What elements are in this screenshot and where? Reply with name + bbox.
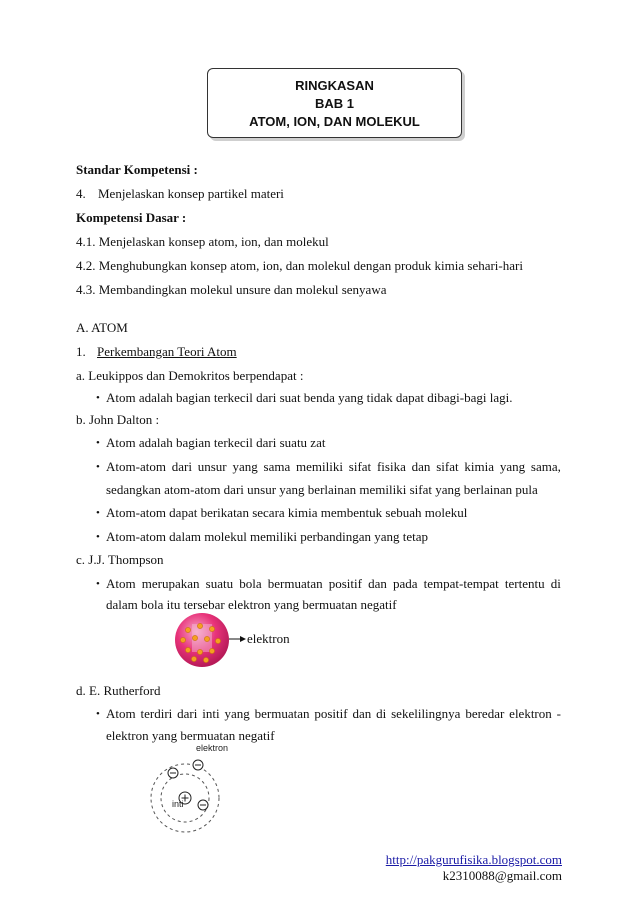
bullet-icon: • (96, 708, 100, 720)
bullet-icon: • (96, 578, 100, 590)
item-c-heading: c. J.J. Thompson (76, 552, 164, 567)
title-box (207, 68, 462, 138)
item-b-heading: b. John Dalton : (76, 412, 160, 427)
dasar-item: 4.2. Menghubungkan konsep atom, ion, dan molekul dengan produk kimia sehari-hari (76, 258, 523, 273)
bullet-icon: • (96, 392, 100, 404)
standar-item-text: Menjelaskan konsep partikel materi (98, 186, 284, 201)
electron-left (168, 768, 178, 778)
rutherford-atom-diagram (138, 748, 248, 834)
rutherford-core-label: inti (172, 799, 184, 809)
title-line-3: ATOM, ION, DAN MOLEKUL (249, 114, 420, 129)
section-a-heading: A. ATOM (76, 320, 128, 335)
item-a-heading: a. Leukippos dan Demokritos berpendapat : (76, 368, 304, 383)
item-d-bullet-line-1: Atom terdiri dari inti yang bermuatan positif dan di sekelilingnya beredar elektron - (106, 706, 561, 721)
item-b-bullet-1: Atom adalah bagian terkecil dari suatu zat (106, 435, 326, 450)
item-b-bullet-3: Atom-atom dapat berikatan secara kimia membentuk sebuah molekul (106, 505, 468, 520)
standar-heading: Standar Kompetensi : (76, 162, 198, 177)
pointer-arrow (240, 636, 246, 642)
footer-url-link[interactable]: http://pakgurufisika.blogspot.com (385, 852, 562, 867)
electron-right (198, 800, 208, 810)
footer-email: k2310088@gmail.com (442, 868, 562, 883)
bullet-icon: • (96, 531, 100, 543)
title-line-2: BAB 1 (314, 96, 354, 111)
subsection-title: Perkembangan Teori Atom (97, 344, 237, 359)
item-d-bullet-line-2: elektron yang bermuatan negatif (106, 728, 275, 743)
item-b-bullet-2-line-1: Atom-atom dari unsur yang sama memiliki sifat fisika dan sifat kimia yang sama, (106, 459, 561, 474)
item-b-bullet-2-line-2: sedangkan atom-atom dari unsur yang berlainan memiliki sifat yang berlainan pula (106, 482, 538, 497)
dasar-heading: Kompetensi Dasar : (76, 210, 187, 225)
bullet-icon: • (96, 437, 100, 449)
subsection-number: 1. (76, 344, 86, 359)
item-a-bullet: Atom adalah bagian terkecil dari suat benda yang tidak dapat dibagi-bagi lagi. (106, 390, 513, 405)
standar-item-number: 4. (76, 186, 86, 201)
item-b-bullet-4: Atom-atom dalam molekul memiliki perbandingan yang tetap (106, 529, 429, 544)
title-line-1: RINGKASAN (295, 78, 374, 93)
dasar-item: 4.3. Membandingkan molekul unsure dan molekul senyawa (76, 282, 387, 297)
electron-top (193, 760, 203, 770)
thompson-electron-label: elektron (247, 631, 290, 646)
bullet-icon: • (96, 507, 100, 519)
item-d-heading: d. E. Rutherford (76, 683, 161, 698)
item-c-bullet-line-1: Atom merupakan suatu bola bermuatan positif dan pada tempat-tempat tertentu di (106, 576, 561, 591)
dasar-item: 4.1. Menjelaskan konsep atom, ion, dan molekul (76, 234, 329, 249)
item-c-bullet-line-2: dalam bola itu tersebar elektron yang bermuatan negatif (106, 597, 397, 612)
rutherford-electron-label: elektron (196, 743, 229, 753)
bullet-icon: • (96, 461, 100, 473)
